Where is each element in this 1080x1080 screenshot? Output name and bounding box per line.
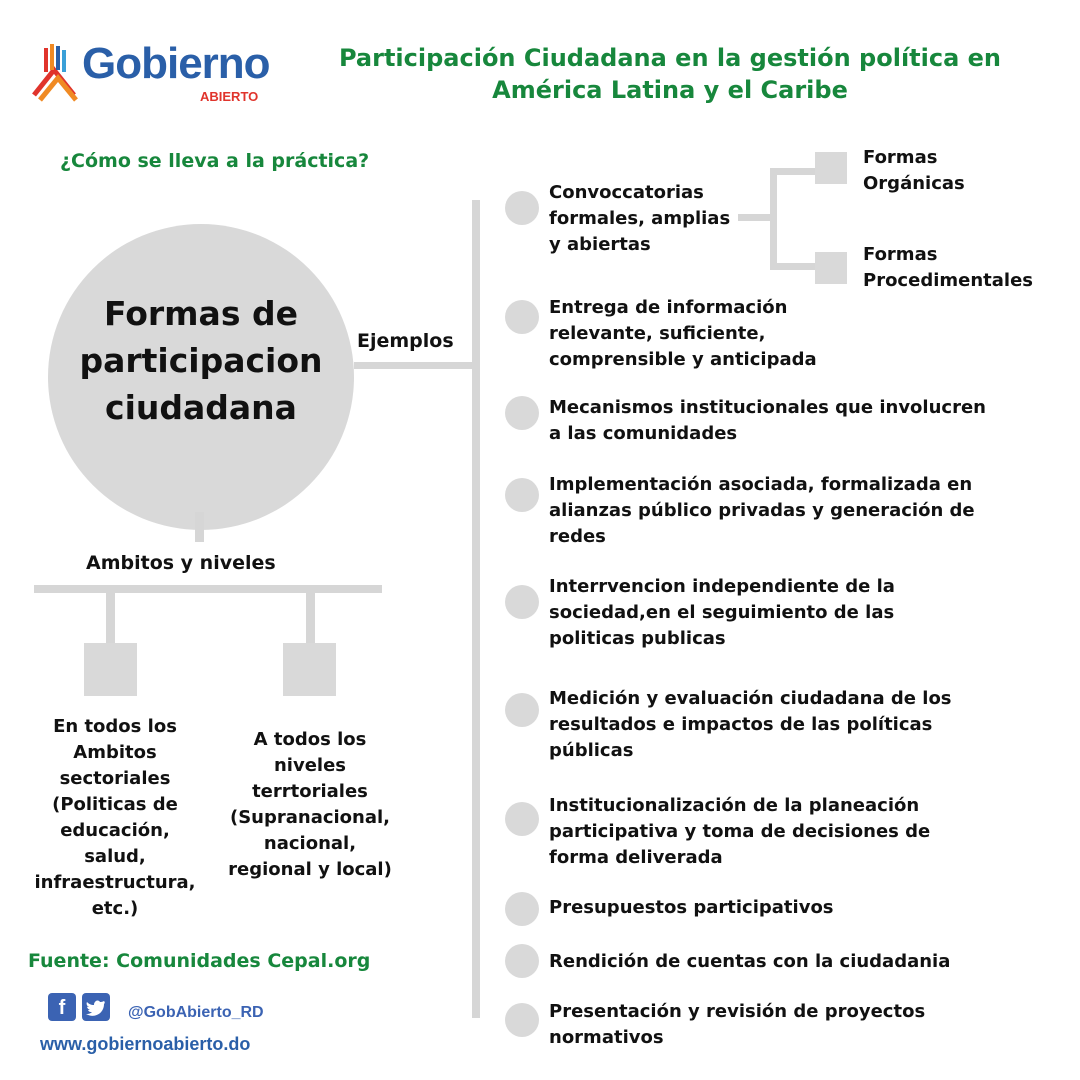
example-bullet (505, 191, 539, 225)
connector-line (354, 362, 476, 369)
branch-top-text (863, 145, 965, 197)
example-line: Medición y evaluación ciudadana de los (549, 688, 952, 709)
example-line: normativos (549, 1027, 664, 1048)
branch-bottom-line: Procedimentales (863, 270, 1033, 291)
ambitos-left-stem (106, 592, 115, 644)
example-line: a las comunidades (549, 423, 738, 444)
branch-bottom-box (815, 252, 847, 284)
example-item (549, 686, 1029, 764)
branch-top-arm (770, 168, 818, 175)
branch-vertical (770, 168, 777, 270)
center-line-3: ciudadana (105, 388, 297, 427)
example-line: y abiertas (549, 234, 651, 255)
example-item (549, 793, 1029, 871)
website-link[interactable]: www.gobiernoabierto.do (40, 1034, 251, 1054)
ambitos-left-line: etc.) (91, 898, 139, 919)
ambitos-left-line: sectoriales (59, 768, 171, 789)
example-item (549, 395, 1029, 447)
example-bullet (505, 693, 539, 727)
twitter-icon[interactable] (82, 993, 110, 1021)
example-line: Entrega de información (549, 297, 788, 318)
example-line: Presentación y revisión de proyectos (549, 1001, 926, 1022)
logo-sub: ABIERTO (200, 89, 259, 104)
example-line: Institucionalización de la planeación (549, 795, 920, 816)
ambitos-right-line: nacional, (263, 833, 357, 854)
branch-bottom-text (863, 242, 1033, 294)
example-line: Mecanismos institucionales que involucren (549, 397, 986, 418)
ambitos-left-text (20, 714, 210, 922)
ambitos-right-stem (306, 592, 315, 644)
ambitos-left-line: infraestructura, (34, 872, 196, 893)
example-bullet (505, 892, 539, 926)
ambitos-left-line: En todos los (53, 716, 177, 737)
ambitos-left-line: (Politicas de (52, 794, 178, 815)
example-line: Convoccatorias (549, 182, 704, 203)
circle-stem (195, 512, 204, 542)
example-line: politicas publicas (549, 628, 726, 649)
example-bullet (505, 478, 539, 512)
central-circle-text (48, 290, 354, 431)
example-line: Rendición de cuentas con la ciudadania (549, 951, 951, 972)
example-item (549, 472, 1029, 550)
example-line: resultados e impactos de las políticas (549, 714, 933, 735)
question-heading: ¿Cómo se lleva a la práctica? (60, 150, 370, 172)
example-line: Presupuestos participativos (549, 897, 834, 918)
source-credit: Fuente: Comunidades Cepal.org (28, 950, 371, 972)
connector-label: Ejemplos (357, 330, 454, 352)
twitter-bird-icon (82, 993, 110, 1021)
example-line: forma deliverada (549, 847, 723, 868)
logo-word: Gobierno (82, 39, 270, 88)
ambitos-hbar (34, 585, 382, 593)
ambitos-left-line: educación, (60, 820, 170, 841)
example-bullet (505, 585, 539, 619)
example-item (549, 949, 1029, 975)
ambitos-left-line: salud, (84, 846, 146, 867)
example-item (549, 295, 1029, 373)
example-line: sociedad,en el seguimiento de las (549, 602, 895, 623)
branch-top-box (815, 152, 847, 184)
branch-bottom-line: Formas (863, 244, 938, 265)
ambitos-title: Ambitos y niveles (86, 552, 276, 574)
example-bullet (505, 300, 539, 334)
ambitos-right-line: niveles (273, 755, 347, 776)
example-item (549, 999, 1029, 1051)
example-bullet (505, 1003, 539, 1037)
example-line: formales, amplias (549, 208, 731, 229)
example-line: comprensible y anticipada (549, 349, 817, 370)
example-bullet (505, 802, 539, 836)
ambitos-left-box (84, 643, 137, 696)
example-line: alianzas público privadas y generación de (549, 500, 975, 521)
example-line: públicas (549, 740, 634, 761)
example-item (549, 895, 1029, 921)
branch-top-line: Formas (863, 147, 938, 168)
ambitos-right-box (283, 643, 336, 696)
title-line-1: Participación Ciudadana en la gestión política en (338, 44, 1002, 72)
ambitos-right-text (212, 727, 408, 883)
ambitos-right-line: regional y local) (228, 859, 392, 880)
example-line: redes (549, 526, 606, 547)
branch-bottom-arm (770, 263, 818, 270)
example-bullet (505, 396, 539, 430)
ambitos-right-line: A todos los (253, 729, 367, 750)
example-line: relevante, suficiente, (549, 323, 766, 344)
branch-top-line: Orgánicas (863, 173, 965, 194)
example-item (549, 180, 749, 258)
ambitos-left-line: Ambitos (73, 742, 157, 763)
facebook-icon[interactable]: f (48, 993, 76, 1021)
logo-mark-icon (30, 40, 85, 105)
social-handle[interactable]: @GobAbierto_RD (128, 1004, 264, 1021)
example-bullet (505, 944, 539, 978)
center-line-2: participacion (79, 341, 323, 380)
page-title (300, 42, 1040, 106)
ambitos-right-line: terrtoriales (252, 781, 368, 802)
example-line: Implementación asociada, formalizada en (549, 474, 973, 495)
gobierno-abierto-logo (30, 40, 270, 110)
example-item (549, 574, 1029, 652)
example-line: Interrvencion independiente de la (549, 576, 895, 597)
example-line: participativa y toma de decisiones de (549, 821, 931, 842)
center-line-1: Formas de (104, 294, 298, 333)
vertical-spine (472, 200, 480, 1018)
title-line-2: América Latina y el Caribe (492, 76, 848, 104)
ambitos-right-line: (Supranacional, (229, 807, 391, 828)
